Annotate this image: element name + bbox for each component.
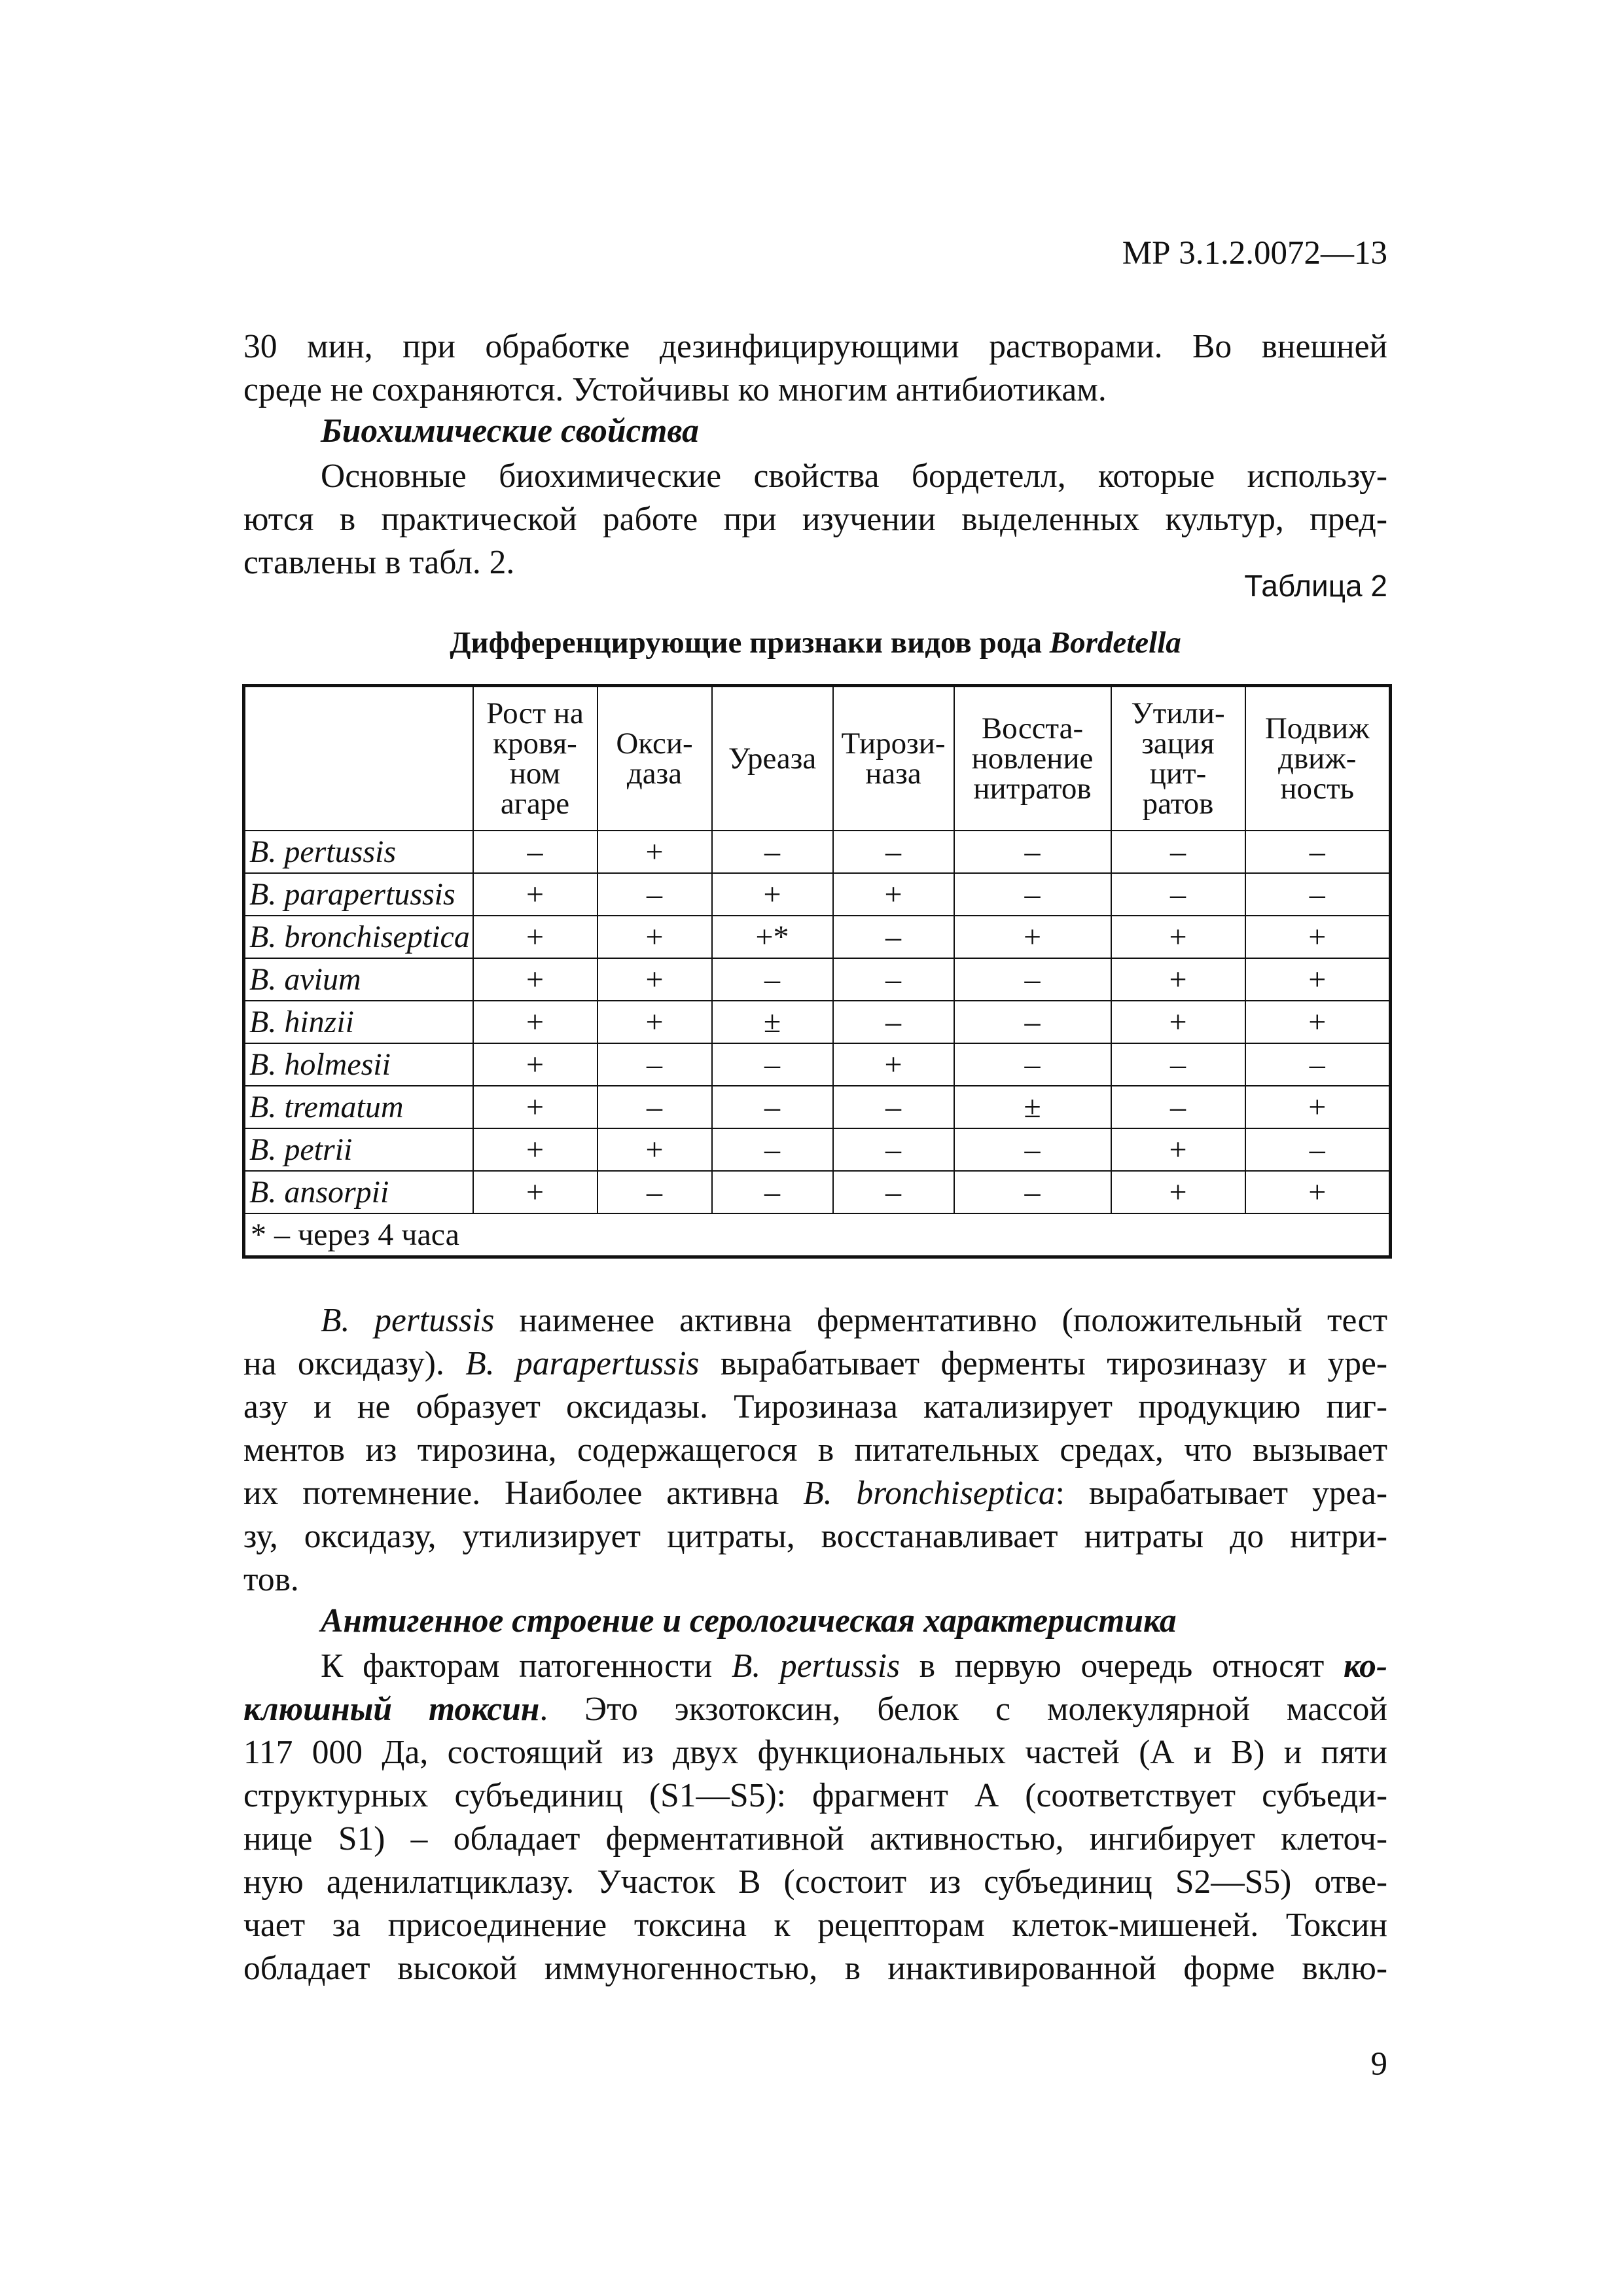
table-row bbox=[244, 958, 1391, 1001]
result-cell: +* bbox=[712, 916, 833, 958]
result-cell: + bbox=[1245, 1001, 1391, 1043]
table-title bbox=[243, 625, 1387, 660]
species-cell: B. parapertussis bbox=[244, 873, 473, 916]
result-cell: + bbox=[1111, 958, 1245, 1001]
table-label: Таблица 2 bbox=[1244, 569, 1387, 603]
table-row bbox=[244, 831, 1391, 873]
result-cell: + bbox=[1111, 1128, 1245, 1171]
text-line: тов. bbox=[243, 1561, 299, 1598]
text-span: К факторам патогенности bbox=[321, 1647, 732, 1685]
column-header: Окси- даза bbox=[597, 686, 712, 831]
result-cell: + bbox=[473, 873, 597, 916]
result-cell: – bbox=[1245, 1128, 1391, 1171]
result-cell: – bbox=[954, 1001, 1111, 1043]
biochem-paragraph bbox=[243, 455, 1387, 584]
text-line: структурных субъединиц (S1—S5): фрагмент А (соответствует субъеди- bbox=[243, 1777, 1387, 1814]
section-heading-antigen: Антигенное строение и серологическая характеристика bbox=[321, 1602, 1177, 1640]
column-header: Утили- зация цит- ратов bbox=[1111, 686, 1245, 831]
table-row bbox=[244, 1043, 1391, 1086]
result-cell: – bbox=[954, 873, 1111, 916]
table-row bbox=[244, 1001, 1391, 1043]
result-cell: – bbox=[712, 1171, 833, 1213]
result-cell: – bbox=[833, 1171, 954, 1213]
species-name: B. pertussis bbox=[731, 1647, 901, 1685]
result-cell: – bbox=[597, 1171, 712, 1213]
table-row bbox=[244, 1171, 1391, 1213]
result-cell: – bbox=[833, 1128, 954, 1171]
emphasis-text: клюшный токсин bbox=[243, 1691, 540, 1728]
column-header: Уреаза bbox=[712, 686, 833, 831]
species-cell: B. avium bbox=[244, 958, 473, 1001]
table-row bbox=[244, 916, 1391, 958]
activity-paragraph bbox=[243, 1299, 1387, 1602]
text-span: . Это экзотоксин, белок с молекулярной массой bbox=[539, 1691, 1387, 1728]
text-line: 117 000 Да, состоящий из двух функциональных частей (А и В) и пяти bbox=[243, 1734, 1387, 1771]
text-line bbox=[243, 1342, 1387, 1386]
text-line bbox=[243, 1688, 1387, 1731]
column-header: Восста- новление нитратов bbox=[954, 686, 1111, 831]
text-line: Основные биохимические свойства бордетелл, которые использу- bbox=[321, 457, 1387, 495]
result-cell: + bbox=[473, 1043, 597, 1086]
result-cell: – bbox=[597, 873, 712, 916]
text-line bbox=[243, 1472, 1387, 1515]
result-cell: – bbox=[954, 1128, 1111, 1171]
result-cell: + bbox=[597, 1001, 712, 1043]
result-cell: – bbox=[833, 1086, 954, 1128]
result-cell: – bbox=[954, 1043, 1111, 1086]
species-cell: B. hinzii bbox=[244, 1001, 473, 1043]
species-cell: B. pertussis bbox=[244, 831, 473, 873]
result-cell: – bbox=[833, 1001, 954, 1043]
species-cell: B. holmesii bbox=[244, 1043, 473, 1086]
table-header-row bbox=[244, 686, 1391, 831]
table-title-text: Дифференцирующие признаки видов рода bbox=[450, 626, 1050, 660]
text-line: ную аденилатциклазу. Участок В (состоит из субъединиц S2—S5) отве- bbox=[243, 1863, 1387, 1901]
result-cell: – bbox=[1111, 873, 1245, 916]
result-cell: – bbox=[597, 1086, 712, 1128]
text-line: нице S1) – обладает ферментативной активностью, ингибирует клеточ- bbox=[243, 1820, 1387, 1857]
text-line: среде не сохраняются. Устойчивы ко многим антибиотикам. bbox=[243, 371, 1107, 408]
result-cell: – bbox=[712, 958, 833, 1001]
result-cell: + bbox=[1245, 916, 1391, 958]
text-span: вырабатывает ферменты тирозиназу и уре- bbox=[699, 1345, 1387, 1382]
text-line: ставлены в табл. 2. bbox=[243, 544, 515, 581]
table-row bbox=[244, 1128, 1391, 1171]
result-cell: – bbox=[833, 916, 954, 958]
text-line: зу, оксидазу, утилизирует цитраты, восстанавливает нитраты до нитри- bbox=[243, 1518, 1387, 1555]
table-footnote: * – через 4 часа bbox=[244, 1213, 1391, 1257]
text-line bbox=[243, 1299, 1387, 1342]
table-row bbox=[244, 1086, 1391, 1128]
result-cell: + bbox=[1111, 1001, 1245, 1043]
result-cell: – bbox=[712, 1043, 833, 1086]
result-cell: ± bbox=[954, 1086, 1111, 1128]
result-cell: + bbox=[597, 958, 712, 1001]
text-line: ются в практической работе при изучении выделенных культур, пред- bbox=[243, 501, 1387, 538]
biochem-table bbox=[242, 684, 1392, 1259]
text-span: : вырабатывает уреа- bbox=[1055, 1475, 1387, 1512]
result-cell: – bbox=[1111, 1086, 1245, 1128]
result-cell: – bbox=[1245, 873, 1391, 916]
result-cell: + bbox=[597, 1128, 712, 1171]
result-cell: + bbox=[473, 1001, 597, 1043]
text-span: наименее активна ферментативно (положительный тест bbox=[494, 1302, 1387, 1339]
result-cell: + bbox=[473, 916, 597, 958]
result-cell: – bbox=[712, 1128, 833, 1171]
result-cell: – bbox=[954, 831, 1111, 873]
result-cell: + bbox=[597, 831, 712, 873]
table-footnote-row bbox=[244, 1213, 1391, 1257]
result-cell: – bbox=[833, 831, 954, 873]
intro-paragraph bbox=[243, 325, 1387, 412]
result-cell: + bbox=[833, 873, 954, 916]
result-cell: + bbox=[1111, 916, 1245, 958]
species-cell: B. ansorpii bbox=[244, 1171, 473, 1213]
text-line bbox=[243, 1645, 1387, 1688]
result-cell: – bbox=[1111, 1043, 1245, 1086]
result-cell: – bbox=[833, 958, 954, 1001]
species-name: B. pertussis bbox=[321, 1302, 495, 1339]
result-cell: + bbox=[1111, 1171, 1245, 1213]
species-cell: B. bronchiseptica bbox=[244, 916, 473, 958]
species-name: B. bronchiseptica bbox=[803, 1475, 1056, 1512]
result-cell: – bbox=[954, 958, 1111, 1001]
result-cell: ± bbox=[712, 1001, 833, 1043]
result-cell: + bbox=[473, 958, 597, 1001]
table-title-genus: Bordetella bbox=[1049, 626, 1181, 660]
emphasis-text: ко- bbox=[1343, 1647, 1387, 1685]
text-line: ментов из тирозина, содержащегося в питательных средах, что вызывает bbox=[243, 1431, 1387, 1469]
result-cell: + bbox=[473, 1171, 597, 1213]
table-row bbox=[244, 873, 1391, 916]
result-cell: + bbox=[473, 1128, 597, 1171]
result-cell: – bbox=[712, 831, 833, 873]
result-cell: – bbox=[1111, 831, 1245, 873]
result-cell: + bbox=[1245, 1086, 1391, 1128]
section-heading-biochem: Биохимические свойства bbox=[321, 412, 699, 450]
result-cell: – bbox=[1245, 831, 1391, 873]
result-cell: + bbox=[1245, 958, 1391, 1001]
text-span: на оксидазу). bbox=[243, 1345, 466, 1382]
text-span: в первую очередь относят bbox=[900, 1647, 1344, 1685]
result-cell: + bbox=[712, 873, 833, 916]
text-span: их потемнение. Наиболее активна bbox=[243, 1475, 804, 1512]
column-header bbox=[244, 686, 473, 831]
result-cell: + bbox=[473, 1086, 597, 1128]
page-number: 9 bbox=[1370, 2046, 1387, 2083]
result-cell: – bbox=[597, 1043, 712, 1086]
species-cell: B. petrii bbox=[244, 1128, 473, 1171]
species-name: B. parapertussis bbox=[465, 1345, 700, 1382]
result-cell: + bbox=[833, 1043, 954, 1086]
result-cell: – bbox=[1245, 1043, 1391, 1086]
text-line: 30 мин, при обработке дезинфицирующими растворами. Во внешней bbox=[243, 328, 1387, 365]
result-cell: + bbox=[954, 916, 1111, 958]
result-cell: – bbox=[712, 1086, 833, 1128]
antigen-paragraph bbox=[243, 1645, 1387, 1990]
text-line: азу и не образует оксидазы. Тирозиназа катализирует продукцию пиг- bbox=[243, 1388, 1387, 1426]
result-cell: + bbox=[597, 916, 712, 958]
species-cell: B. trematum bbox=[244, 1086, 473, 1128]
document-code: МР 3.1.2.0072—13 bbox=[1122, 235, 1387, 272]
text-line: чает за присоединение токсина к рецепторам клеток-мишеней. Токсин bbox=[243, 1907, 1387, 1944]
result-cell: + bbox=[1245, 1171, 1391, 1213]
result-cell: – bbox=[473, 831, 597, 873]
column-header: Тирози- наза bbox=[833, 686, 954, 831]
column-header: Подвиж движ- ность bbox=[1245, 686, 1391, 831]
result-cell: – bbox=[954, 1171, 1111, 1213]
text-line: обладает высокой иммуногенностью, в инактивированной форме вклю- bbox=[243, 1950, 1387, 1987]
column-header: Рост на кровя- ном агаре bbox=[473, 686, 597, 831]
